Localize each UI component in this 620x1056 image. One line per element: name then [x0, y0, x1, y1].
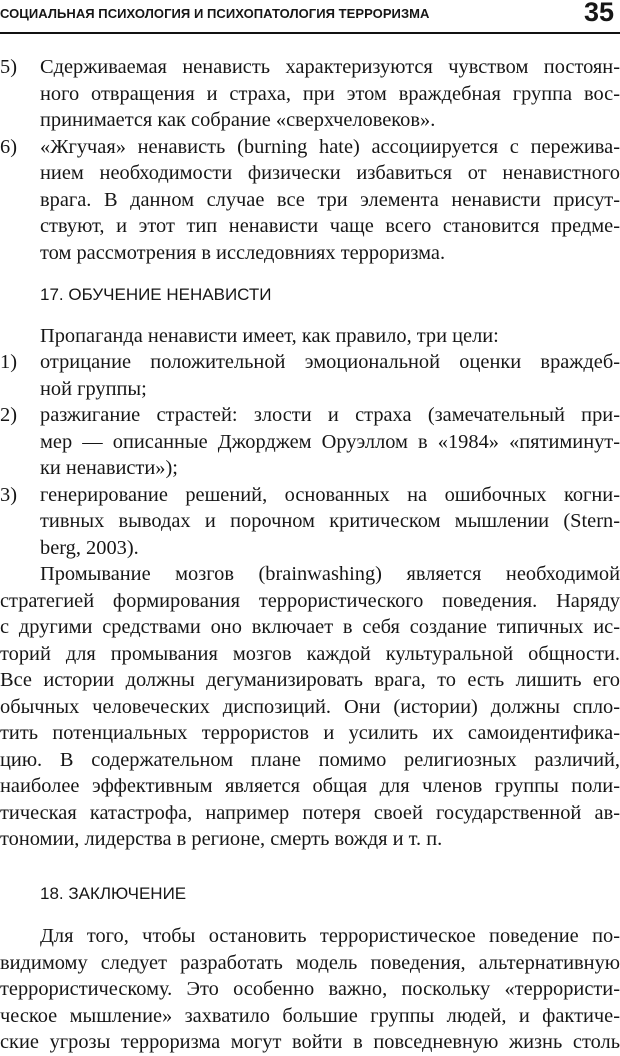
text-line: Промывание мозгов (brainwashing) является необходимой: [40, 563, 620, 585]
text-line: мер — описанные Джорджем Оруэллом в «1984» «пятиминут-: [40, 430, 620, 453]
list-item-number: 3): [0, 483, 17, 506]
text-line: террористическому. Это особенно важно, поскольку «террористи-: [0, 978, 620, 1000]
text-line: наиболее эффективным является общая для членов группы поли-: [0, 775, 620, 797]
list-item: [0, 134, 620, 267]
list-item: [0, 349, 620, 402]
text-line: видимому следует разработать модель поведения, альтернативную: [0, 951, 620, 974]
list-item-number: 1): [0, 351, 17, 373]
page-header: [0, 0, 620, 34]
list-item-number: 2): [0, 404, 17, 426]
section-heading-17: 17. ОБУЧЕНИЕ НЕНАВИСТИ: [40, 285, 272, 304]
text-line: ские угрозы терроризма могут войти в повседневную жизнь столь: [0, 1031, 620, 1053]
section-heading-18: 18. ЗАКЛЮЧЕНИЕ: [40, 883, 187, 903]
text-line: Все истории должны дегуманизировать врага, то есть лишить его: [0, 669, 620, 691]
text-line: ного отвращения и страха, при этом враждебная группа вос-: [40, 82, 620, 105]
text-line: разжигание страстей: злости и страха (замечательный при-: [40, 404, 620, 426]
paragraph-conclusion: [0, 923, 620, 1056]
text-line: тономии, лидерства в регионе, смерть вождя и т. п.: [0, 828, 443, 850]
intro-line: [0, 323, 620, 350]
text-line: ной группы;: [40, 377, 147, 400]
text-line: цию. В содержательном плане помимо религиозных различий,: [0, 748, 620, 771]
text-line: с другими средствами оно включает в себя создание типичных ис-: [0, 616, 620, 638]
text-line: том рассмотрения в исследовниях терроризма.: [40, 241, 446, 264]
list-item-number: 6): [0, 135, 17, 158]
text-line: berg, 2003).: [40, 536, 139, 559]
text-line: отрицание положительной эмоциональной оценки враждеб-: [40, 351, 620, 373]
text-line: обычных человеческих диспозиций. Они (истории) должны спло-: [0, 695, 620, 718]
text-line: нием необходимости физически избавиться от ненавистного: [40, 162, 620, 184]
page-number: 35: [583, 0, 614, 27]
list-item: [0, 402, 620, 482]
page-body: [0, 54, 620, 1056]
text-line: тивных выводах и порочном критическом мышлении (Stern-: [40, 510, 620, 532]
text-line: Сдерживаемая ненависть характеризуются чувством постоян-: [40, 56, 620, 78]
list-item-number: 5): [0, 56, 17, 78]
list-item: [0, 54, 620, 134]
text-line: врага. В данном случае все три элемента ненависти присут-: [40, 188, 620, 211]
running-head: СОЦИАЛЬНАЯ ПСИХОЛОГИЯ И ПСИХОПАТОЛОГИЯ ТЕРРОРИЗМА: [0, 6, 430, 21]
text-line: торий для промывания мозгов каждой культуральной общности.: [0, 642, 620, 665]
text-line: тическая катастрофа, например потеря своей государственной ав-: [0, 801, 620, 824]
text-line: принимается как собрание «сверхчеловеков».: [40, 109, 436, 131]
text-line: ческое мышление» захватило большие группы людей, и фактиче-: [0, 1004, 620, 1027]
text-line: Для того, чтобы остановить террористическое поведение по-: [40, 925, 620, 947]
paragraph-brainwashing: [0, 561, 620, 853]
text-line: тить потенциальных террористов и усилить их самоидентифика-: [0, 722, 620, 744]
text-line: ки ненависти»);: [40, 457, 178, 479]
text-line: «Жгучая» ненависть (burning hate) ассоциируется с пережива-: [40, 135, 620, 158]
text-line: генерирование решений, основанных на ошибочных когни-: [40, 483, 620, 506]
text-line: Пропаганда ненависти имеет, как правило, три цели:: [40, 324, 499, 347]
text-line: ствуют, и этот тип ненависти чаще всего становится предме-: [40, 215, 620, 237]
text-line: стратегией формирования террористического поведения. Наряду: [0, 589, 620, 612]
list-item: [0, 482, 620, 562]
